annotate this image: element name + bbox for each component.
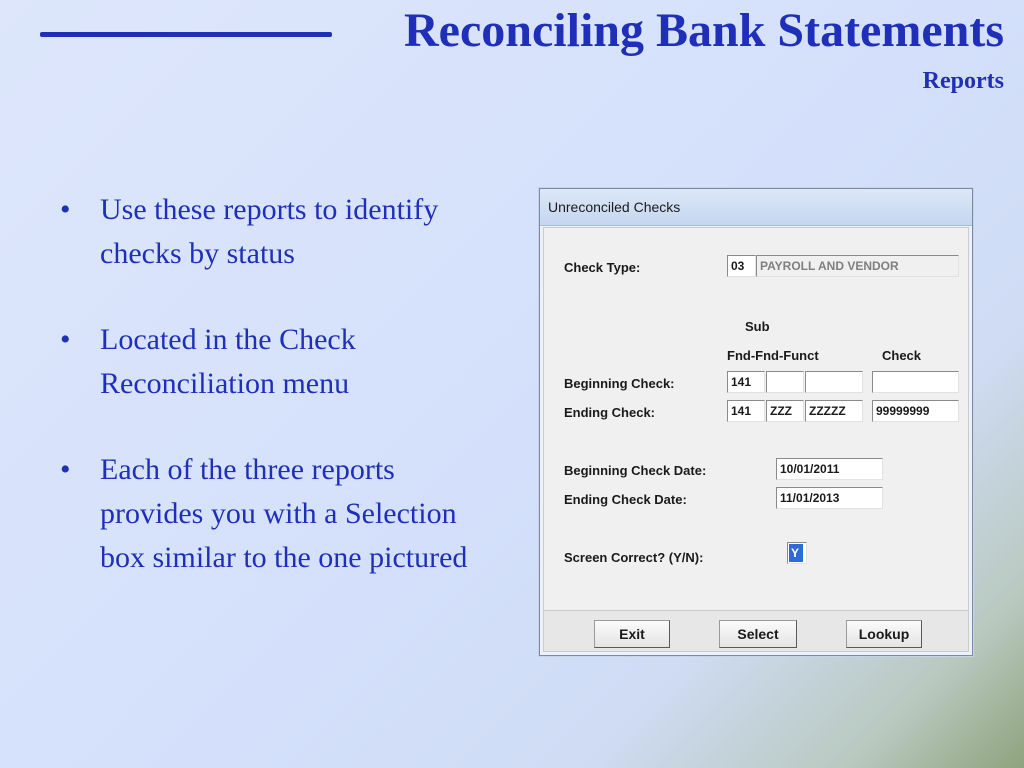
select-button[interactable]: Select: [719, 620, 797, 648]
ending-sub-fund-field[interactable]: ZZZ: [766, 400, 804, 422]
bullet-icon: •: [60, 453, 71, 486]
bullet-text: Located in the Check Reconciliation menu: [100, 323, 356, 400]
beginning-function-field[interactable]: [805, 371, 863, 393]
bullet-item: [60, 188, 490, 276]
beginning-fund-field[interactable]: 141: [727, 371, 765, 393]
sub-column-header: Sub: [745, 319, 770, 334]
check-type-label: Check Type:: [564, 260, 641, 275]
beginning-check-number-field[interactable]: [872, 371, 959, 393]
bullet-list: [60, 188, 490, 622]
beginning-check-date-field[interactable]: 10/01/2011: [776, 458, 883, 480]
bullet-text: Use these reports to identify checks by status: [100, 193, 439, 270]
unreconciled-checks-dialog: [539, 188, 973, 656]
ending-check-label: Ending Check:: [564, 405, 656, 420]
fnd-column-header: Fnd-Fnd-Funct: [727, 348, 819, 363]
beginning-check-label: Beginning Check:: [564, 376, 675, 391]
bullet-text: Each of the three reports provides you with a Selection box similar to the one pictured: [100, 453, 468, 574]
lookup-button[interactable]: Lookup: [846, 620, 922, 648]
check-column-header: Check: [882, 348, 922, 363]
dialog-body: [543, 227, 969, 652]
dialog-title: Unreconciled Checks: [540, 189, 972, 226]
ending-check-date-field[interactable]: 11/01/2013: [776, 487, 883, 509]
ending-check-date-label: Ending Check Date:: [564, 492, 687, 507]
screen-correct-label: Screen Correct? (Y/N):: [564, 550, 704, 565]
bullet-item: [60, 448, 490, 580]
check-type-description-field: PAYROLL AND VENDOR: [756, 255, 959, 277]
exit-button[interactable]: Exit: [594, 620, 670, 648]
screen-correct-field[interactable]: [787, 542, 807, 564]
beginning-sub-fund-field[interactable]: [766, 371, 804, 393]
check-type-code-field[interactable]: 03: [727, 255, 756, 277]
beginning-check-date-label: Beginning Check Date:: [564, 463, 707, 478]
slide-subtitle: Reports: [922, 68, 1004, 94]
button-bar: [544, 610, 968, 651]
ending-fund-field[interactable]: 141: [727, 400, 765, 422]
screen-correct-value[interactable]: Y: [789, 544, 803, 562]
title-decoration-line: [40, 32, 332, 37]
ending-check-number-field[interactable]: 99999999: [872, 400, 959, 422]
slide-title: Reconciling Bank Statements: [404, 4, 1004, 57]
ending-function-field[interactable]: ZZZZZ: [805, 400, 863, 422]
bullet-item: [60, 318, 490, 406]
bullet-icon: •: [60, 323, 71, 356]
bullet-icon: •: [60, 193, 71, 226]
